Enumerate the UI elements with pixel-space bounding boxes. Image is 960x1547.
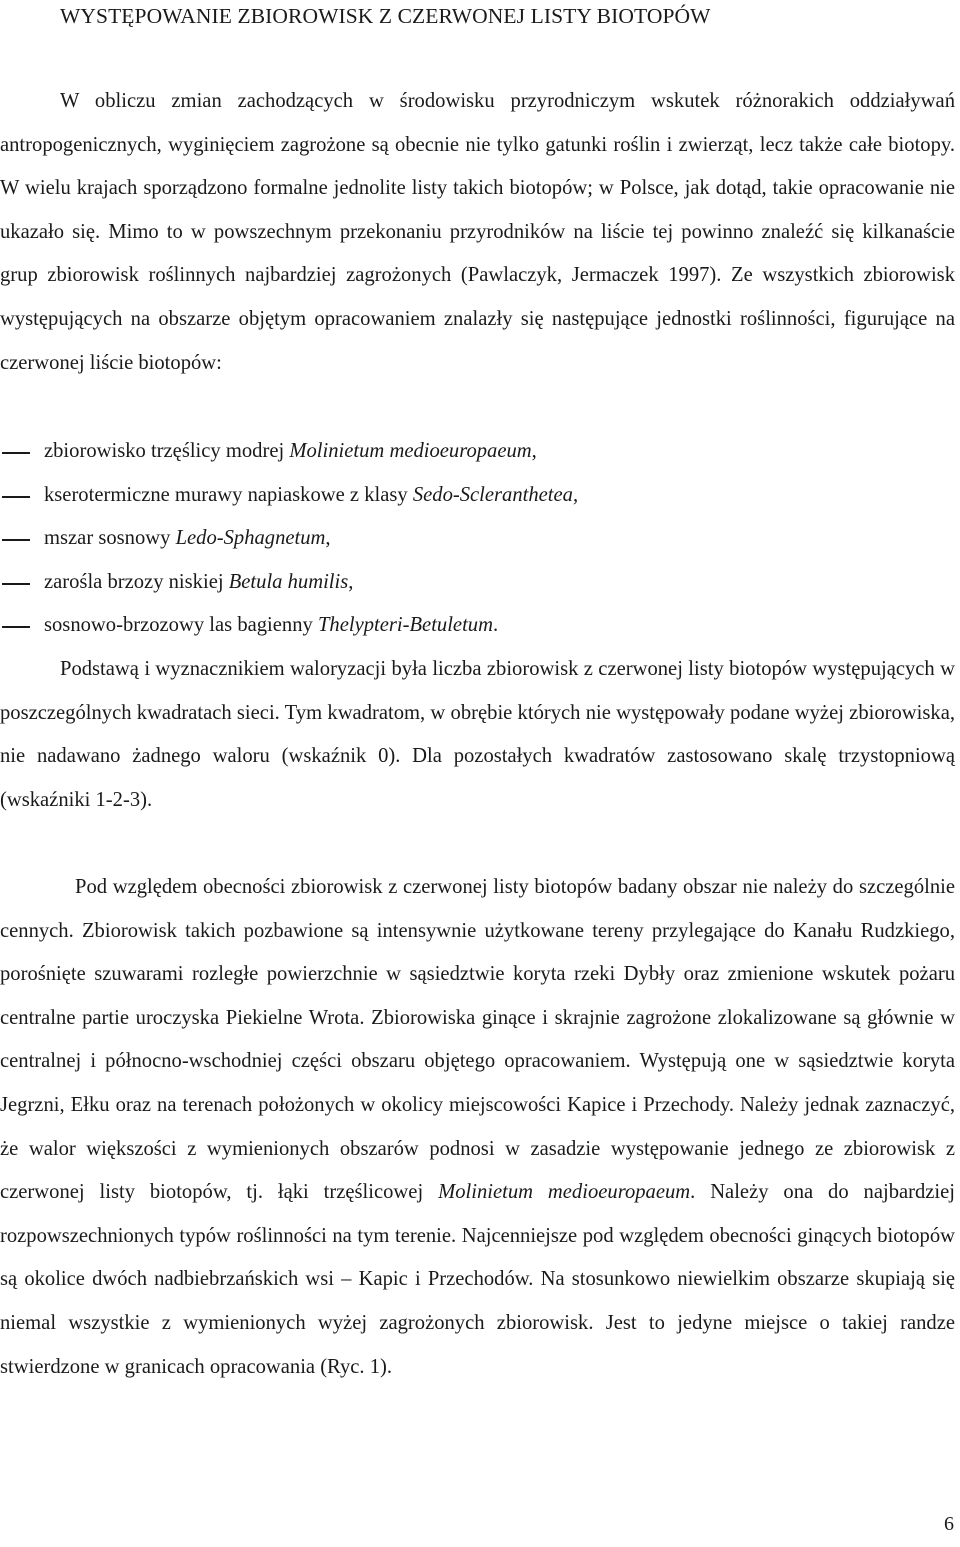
list-item: zbiorowisko trzęślicy modrej Molinietum medioeuropaeum, bbox=[0, 430, 955, 474]
paragraph-assessment: Pod względem obecności zbiorowisk z czerwonej listy biotopów badany obszar nie należy do szczególnie cennych. Zbiorowisk takich pozbawione są intensywnie użytkowane tereny przylegające do Kanału Rudzkiego, porośnięte szuwarami rozległe powierzchnie w sąsiedztwie koryta rzeki Dybły oraz zmienione wskutek pożaru centralne partie uroczyska Piekielne Wrota. Zbiorowiska ginące i skrajnie zagrożone zlokalizowane są głównie w centralnej i północno-wschodniej części obszaru objętego opracowaniem. Występują one w sąsiedztwie koryta Jegrzni, Ełku oraz na terenach położonych w okolicy miejscowości Kapice i Przechody. Należy jednak zaznaczyć, że walor większości z wymienionych obszarów podnosi w zasadzie występowanie jednego ze zbiorowisk z czerwonej listy biotopów, tj. łąki trzęślicowej Molinietum medioeuropaeum. Należy ona do najbardziej rozpowszechnionych typów roślinności na tym terenie. Najcenniejsze pod względem obecności ginących biotopów są okolice dwóch nadbiebrzańskich wsi – Kapic i Przechodów. Na stosunkowo niewielkim obszarze skupiają się niemal wszystkie z wymienionych wyżej zagrożonych zbiorowisk. Jest to jedyne miejsce o takiej randze stwierdzone w granicach opracowania (Ryc. 1). bbox=[0, 876, 956, 1378]
dash-bullet bbox=[2, 583, 30, 585]
dash-bullet bbox=[2, 539, 30, 541]
dash-bullet bbox=[2, 496, 30, 498]
section-title: WYSTĘPOWANIE ZBIOROWISK Z CZERWONEJ LISTY BIOTOPÓW bbox=[60, 4, 711, 28]
list-item: kserotermiczne murawy napiaskowe z klasy Sedo-Scleranthetea, bbox=[0, 474, 955, 518]
dash-bullet bbox=[2, 452, 30, 454]
biotope-list bbox=[0, 430, 955, 648]
dash-bullet bbox=[2, 626, 30, 628]
list-item: mszar sosnowy Ledo-Sphagnetum, bbox=[0, 517, 955, 561]
list-item: zarośla brzozy niskiej Betula humilis, bbox=[0, 561, 955, 605]
list-item: sosnowo-brzozowy las bagienny Thelypteri-Betuletum. bbox=[0, 604, 955, 648]
page-number: 6 bbox=[944, 1513, 954, 1535]
paragraph-valuation: Podstawą i wyznacznikiem waloryzacji była liczba zbiorowisk z czerwonej listy biotopów występujących w poszczególnych kwadratach sieci. Tym kwadratom, w obrębie których nie występowały podane wyżej zbiorowiska, nie nadawano żadnego waloru (wskaźnik 0). Dla pozostałych kwadratów zastosowano skalę trzystopniową (wskaźniki 1-2-3). bbox=[0, 658, 955, 811]
paragraph-intro: W obliczu zmian zachodzących w środowisku przyrodniczym wskutek różnorakich oddziaływań antropogenicznych, wyginięciem zagrożone są obecnie nie tylko gatunki roślin i zwierząt, lecz także całe biotopy. W wielu krajach sporządzono formalne jednolite listy takich biotopów; w Polsce, jak dotąd, takie opracowanie nie ukazało się. Mimo to w powszechnym przekonaniu przyrodników na liście tej powinno znaleźć się kilkanaście grup zbiorowisk roślinnych najbardziej zagrożonych (Pawlaczyk, Jermaczek 1997). Ze wszystkich zbiorowisk występujących na obszarze objętym opracowaniem znalazły się następujące jednostki roślinności, figurujące na czerwonej liście biotopów: bbox=[0, 90, 955, 374]
